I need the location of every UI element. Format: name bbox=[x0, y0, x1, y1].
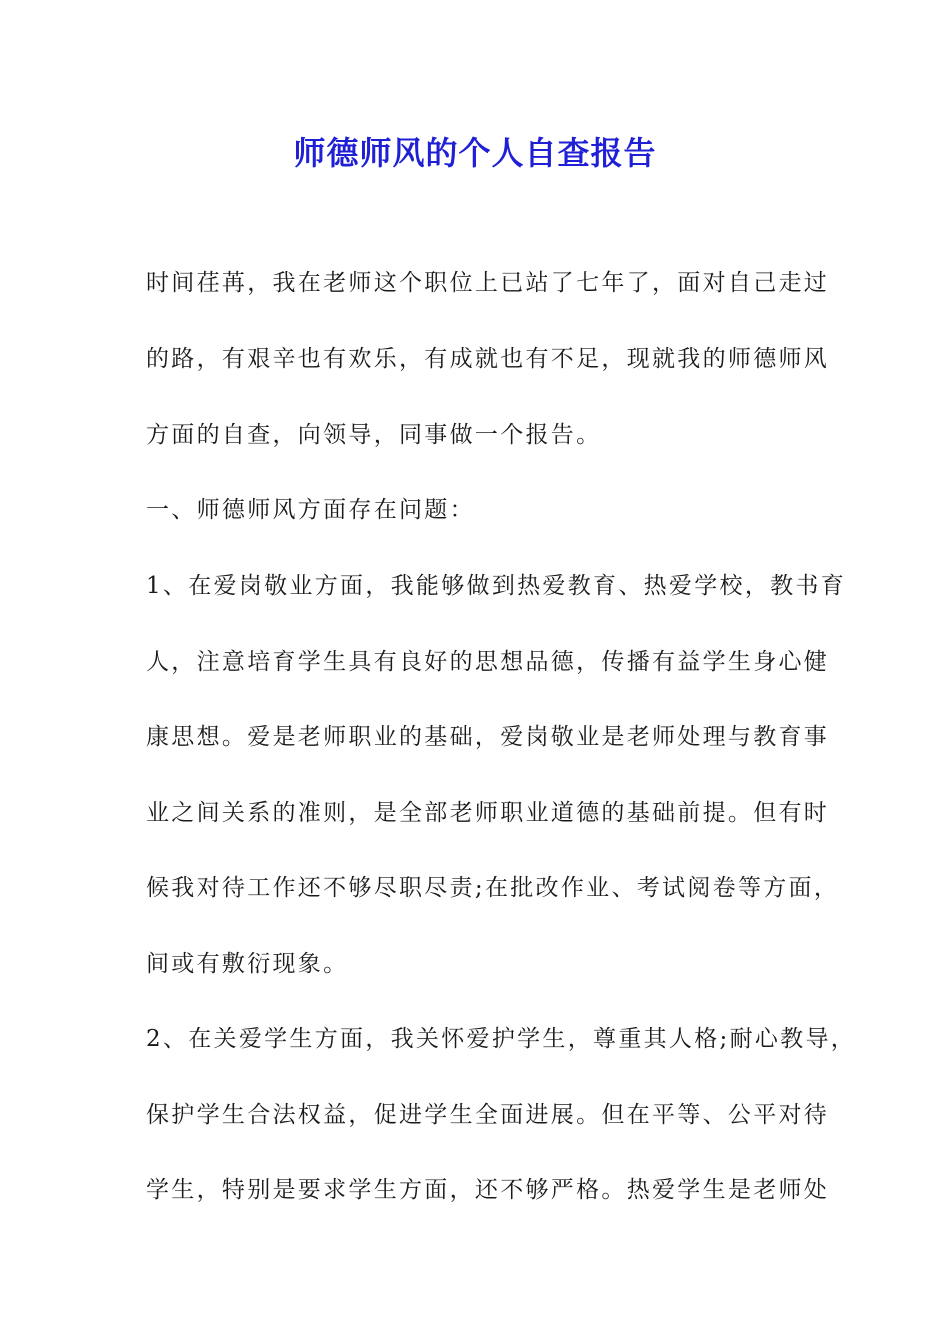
body-line-6: 人，注意培育学生具有良好的思想品德，传播有益学生身心健 bbox=[146, 649, 830, 675]
body-line-10: 间或有敷衍现象。 bbox=[146, 951, 349, 977]
body-line-8: 业之间关系的准则，是全部老师职业道德的基础前提。但有时 bbox=[146, 800, 830, 826]
body-line-2: 的路，有艰辛也有欢乐，有成就也有不足，现就我的师德师风 bbox=[146, 346, 830, 372]
body-line-11: 2、在关爱学生方面，我关怀爱护学生，尊重其人格;耐心教导， bbox=[146, 1026, 857, 1052]
body-line-12: 保护学生合法权益，促进学生全面进展。但在平等、公平对待 bbox=[146, 1102, 830, 1128]
body-line-3: 方面的自查，向领导，同事做一个报告。 bbox=[146, 422, 602, 448]
body-line-5: 1、在爱岗敬业方面，我能够做到热爱教育、热爱学校，教书育 bbox=[146, 573, 847, 599]
section-heading-1: 一、师德师风方面存在问题： bbox=[146, 497, 475, 523]
body-line-13: 学生，特别是要求学生方面，还不够严格。热爱学生是老师处 bbox=[146, 1177, 830, 1203]
body-line-9: 候我对待工作还不够尽职尽责;在批改作业、考试阅卷等方面， bbox=[146, 875, 840, 901]
document-title: 师德师风的个人自查报告 bbox=[293, 134, 657, 172]
body-line-1: 时间荏苒，我在老师这个职位上已站了七年了，面对自己走过 bbox=[146, 270, 830, 296]
body-line-7: 康思想。爱是老师职业的基础，爱岗敬业是老师处理与教育事 bbox=[146, 724, 830, 750]
